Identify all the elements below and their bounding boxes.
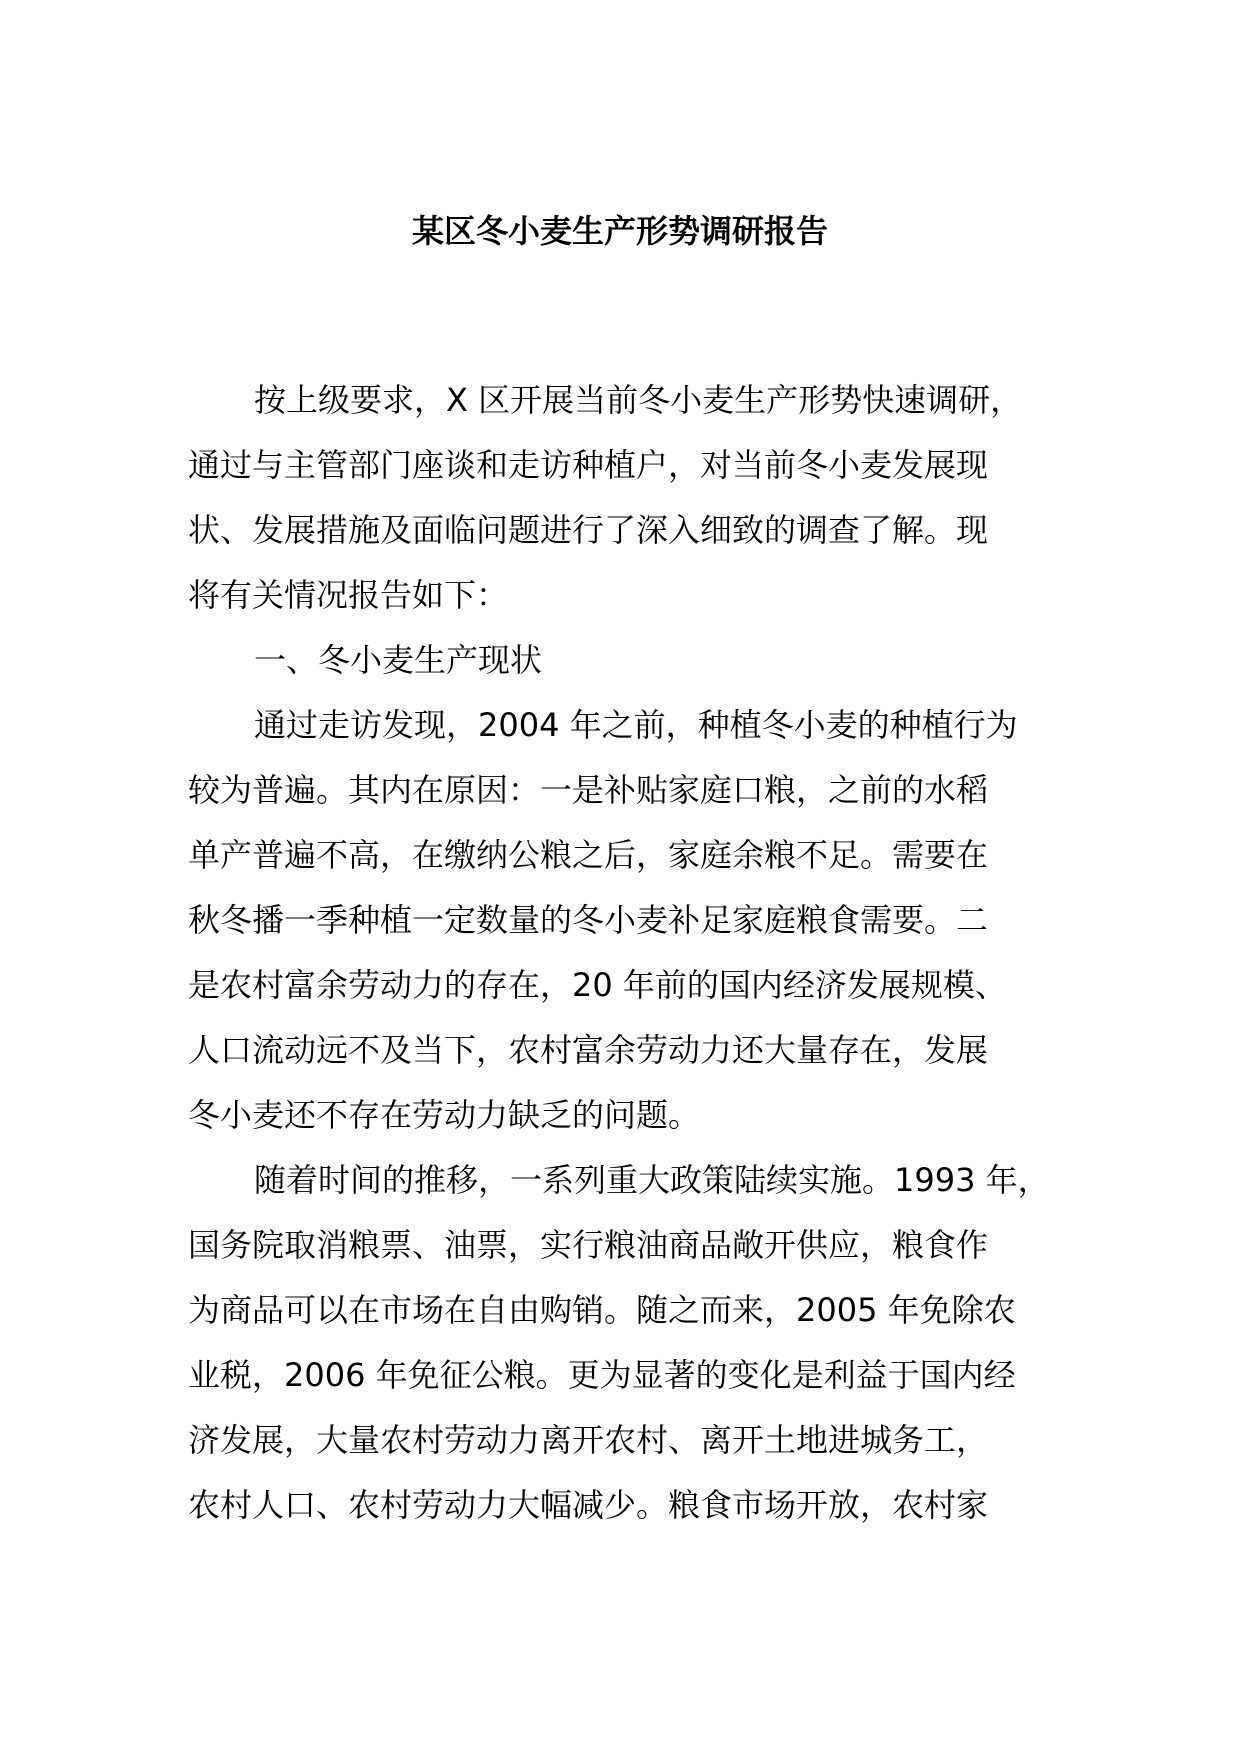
- section-heading: 一、冬小麦生产现状: [254, 641, 543, 679]
- body-line: 是农村富余劳动力的存在，20 年前的国内经济发展规模、: [188, 966, 1007, 1004]
- body-line: 按上级要求，X 区开展当前冬小麦生产形势快速调研，: [254, 381, 1023, 419]
- body-line: 济发展，大量农村劳动力离开农村、离开土地进城务工，: [188, 1421, 989, 1459]
- document-body: [188, 368, 1068, 1538]
- body-line: 业税，2006 年免征公粮。更为显著的变化是利益于国内经: [188, 1356, 1016, 1394]
- document-title: 某区冬小麦生产形势调研报告: [411, 212, 828, 250]
- body-line: 人口流动远不及当下，农村富余劳动力还大量存在，发展: [188, 1031, 989, 1069]
- body-line: 较为普遍。其内在原因：一是补贴家庭口粮，之前的水稻: [188, 771, 989, 809]
- body-line: 为商品可以在市场在自由购销。随之而来，2005 年免除农: [188, 1291, 1016, 1329]
- body-line: 国务院取消粮票、油票，实行粮油商品敞开供应，粮食作: [188, 1226, 989, 1264]
- body-line: 秋冬播一季种植一定数量的冬小麦补足家庭粮食需要。二: [188, 901, 989, 939]
- body-line: 状、发展措施及面临问题进行了深入细致的调查了解。现: [188, 511, 989, 549]
- body-line: 通过走访发现，2004 年之前，种植冬小麦的种植行为: [254, 706, 1018, 744]
- body-line: 随着时间的推移，一系列重大政策陆续实施。1993 年，: [254, 1161, 1050, 1199]
- body-line: 冬小麦还不存在劳动力缺乏的问题。: [188, 1096, 701, 1134]
- body-line: 通过与主管部门座谈和走访种植户，对当前冬小麦发展现: [188, 446, 989, 484]
- body-line: 将有关情况报告如下：: [188, 576, 509, 614]
- body-line: 农村人口、农村劳动力大幅减少。粮食市场开放，农村家: [188, 1486, 989, 1524]
- body-line: 单产普遍不高，在缴纳公粮之后，家庭余粮不足。需要在: [188, 836, 989, 874]
